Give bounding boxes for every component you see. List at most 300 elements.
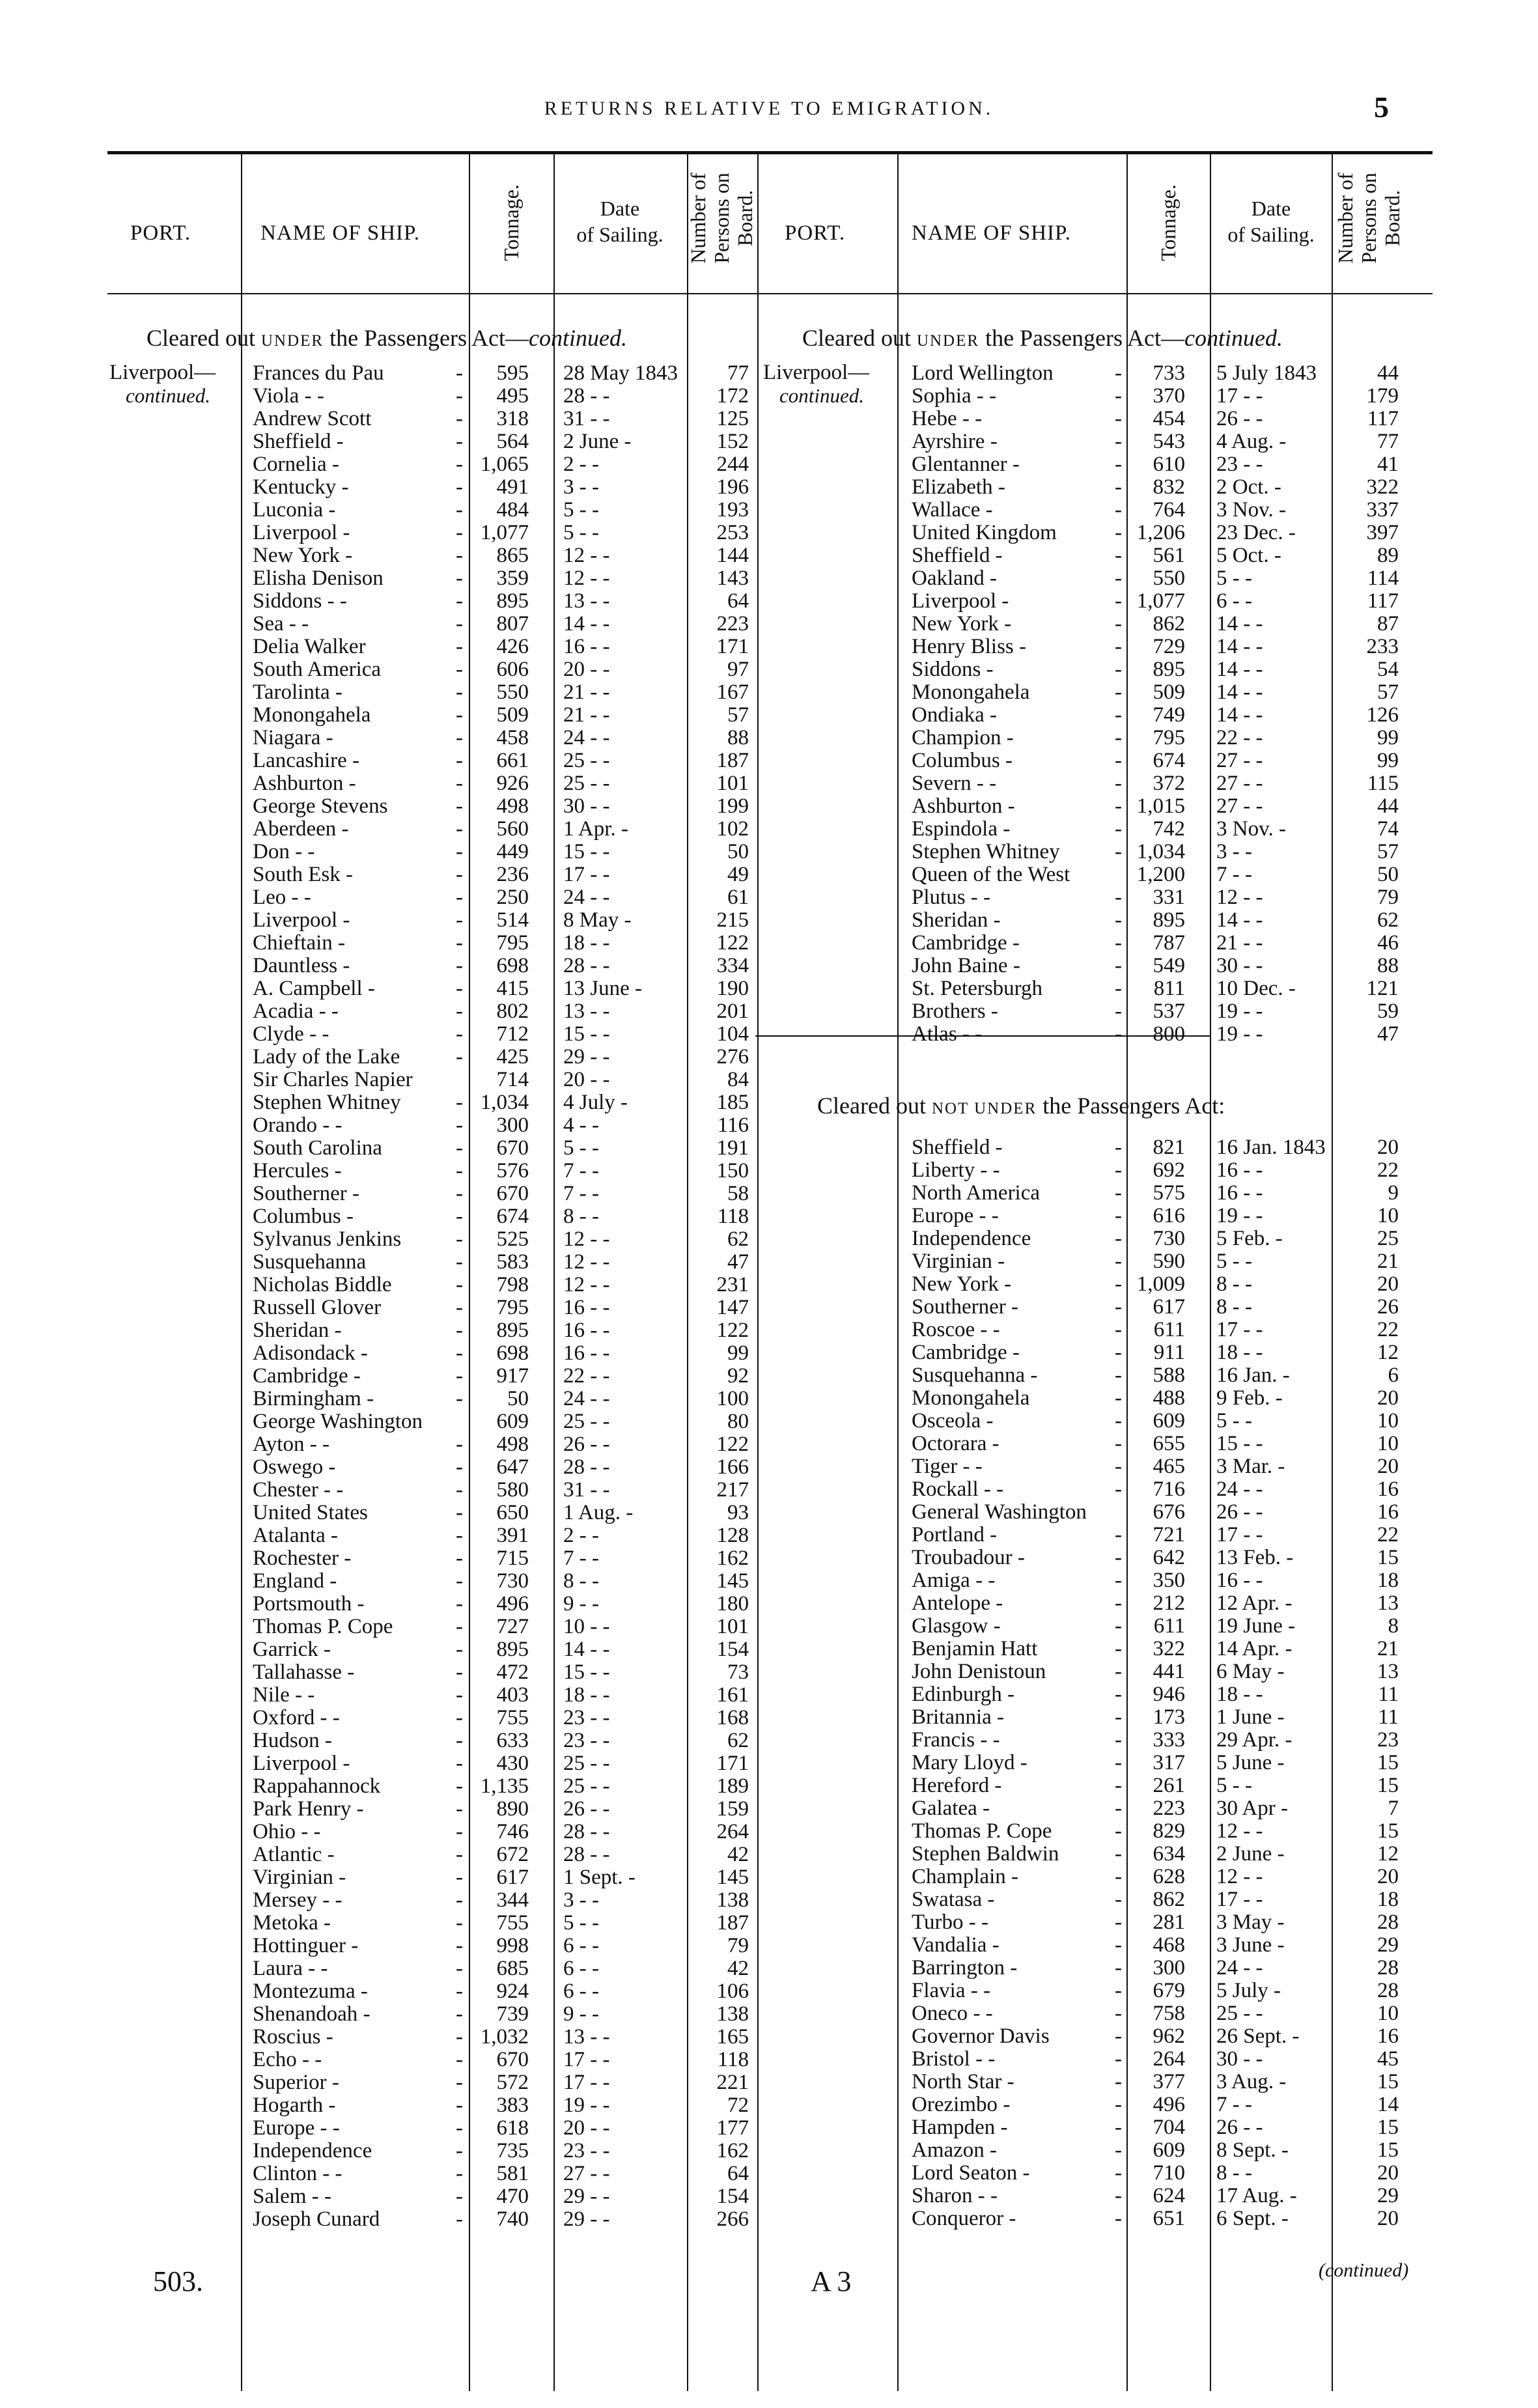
table-row	[0, 1797, 1538, 1820]
leader-dash: -	[456, 2207, 463, 2231]
sailing-date: 18 - -	[1216, 1683, 1263, 1706]
tonnage: 624	[1153, 2184, 1185, 2207]
ship-name: Cambridge -	[253, 1365, 361, 1388]
leader-dash: -	[456, 589, 463, 613]
table-row	[0, 1501, 1538, 1524]
leader-dash: -	[456, 1045, 463, 1069]
persons-on-board: 84	[727, 1068, 749, 1091]
leader-dash: -	[456, 1957, 463, 1980]
tonnage: 468	[1153, 1933, 1185, 1957]
sailing-date: 4 July -	[563, 1091, 628, 1114]
header-persons-line2: Persons on	[1357, 173, 1380, 264]
table-row	[0, 2162, 1538, 2185]
leader-dash: -	[1115, 1272, 1122, 1296]
persons-on-board: 10	[1377, 1432, 1399, 1455]
persons-on-board: 88	[1377, 954, 1399, 977]
leader-dash: -	[1115, 1933, 1122, 1957]
ship-name: Espindola -	[912, 818, 1011, 841]
tonnage: 318	[496, 407, 529, 430]
persons-on-board: 231	[716, 1273, 749, 1296]
persons-on-board: 12	[1377, 1341, 1399, 1364]
sailing-date: 5 July -	[1216, 1979, 1281, 2002]
sheet-mark: A 3	[811, 2265, 852, 2297]
tonnage: 470	[496, 2185, 529, 2208]
table-row	[0, 362, 1538, 385]
persons-on-board: 322	[1366, 475, 1399, 499]
tonnage: 496	[1153, 2093, 1185, 2116]
tonnage: 560	[496, 817, 529, 841]
tonnage: 616	[1153, 1204, 1185, 1227]
tonnage: 733	[1153, 361, 1185, 385]
sailing-date: 21 - -	[563, 680, 610, 704]
sailing-date: 15 - -	[1216, 1432, 1263, 1455]
ship-name: Hudson -	[253, 1729, 332, 1752]
header-persons	[686, 153, 758, 283]
tonnage: 441	[1153, 1660, 1185, 1683]
sailing-date: 25 - -	[563, 1774, 610, 1798]
tonnage: 740	[496, 2207, 529, 2231]
tonnage: 561	[1153, 544, 1185, 567]
sailing-date: 3 Nov. -	[1216, 498, 1286, 522]
leader-dash: -	[1115, 1591, 1122, 1615]
ship-name: Barrington -	[912, 1957, 1018, 1980]
ship-name: Sheffield -	[912, 544, 1003, 567]
ship-name: Viola - -	[253, 385, 324, 408]
leader-dash: -	[1115, 453, 1122, 476]
ship-name: Lord Seaton -	[912, 2162, 1030, 2185]
tonnage: 300	[1153, 1956, 1185, 1980]
persons-on-board: 44	[1377, 794, 1399, 818]
ship-name: Atlas - -	[912, 1023, 983, 1046]
tonnage: 721	[1153, 1523, 1185, 1547]
persons-on-board: 49	[727, 863, 749, 886]
leader-dash: -	[456, 1843, 463, 1866]
leader-dash: -	[1115, 977, 1122, 1000]
leader-dash: -	[456, 407, 463, 430]
persons-on-board: 77	[727, 361, 749, 385]
table-row	[0, 1478, 1538, 1501]
leader-dash: -	[456, 2139, 463, 2163]
persons-on-board: 74	[1377, 817, 1399, 841]
leader-dash: -	[1115, 817, 1122, 841]
sailing-date: 13 June -	[563, 977, 642, 1000]
ship-name: Ohio - -	[253, 1821, 321, 1843]
sailing-date: 17 - -	[563, 2071, 610, 2094]
tonnage: 739	[496, 2002, 529, 2026]
sailing-date: 24 - -	[1216, 1956, 1263, 1980]
ship-name: Liverpool -	[253, 1752, 350, 1775]
tonnage: 1,206	[1136, 521, 1185, 544]
sailing-date: 8 - -	[1216, 1295, 1252, 1319]
tonnage: 862	[1153, 612, 1185, 636]
persons-on-board: 25	[1377, 1227, 1399, 1250]
ship-name: Champion -	[912, 727, 1014, 749]
leader-dash: -	[1115, 658, 1122, 681]
leader-dash: -	[1115, 1022, 1122, 1046]
tonnage: 575	[1153, 1181, 1185, 1205]
ship-name: Ayton - -	[253, 1433, 329, 1456]
sailing-date: 7 - -	[563, 1182, 599, 1205]
ship-name: New York -	[912, 1273, 1012, 1296]
persons-on-board: 15	[1377, 1546, 1399, 1569]
persons-on-board: 79	[1377, 886, 1399, 909]
sailing-date: 14 - -	[563, 612, 610, 636]
tonnage: 317	[1153, 1751, 1185, 1774]
persons-on-board: 397	[1366, 521, 1399, 544]
leader-dash: -	[456, 1091, 463, 1114]
tonnage: 642	[1153, 1546, 1185, 1569]
persons-on-board: 147	[716, 1296, 749, 1319]
table-row	[0, 590, 1538, 613]
persons-on-board: 223	[716, 612, 749, 636]
leader-dash: -	[1115, 680, 1122, 704]
leader-dash: -	[456, 1524, 463, 1547]
tonnage: 802	[496, 1000, 529, 1023]
ship-name: Sheffield -	[253, 430, 344, 453]
sailing-date: 23 - -	[1216, 453, 1263, 476]
leader-dash: -	[1115, 2184, 1122, 2207]
leader-dash: -	[1115, 908, 1122, 932]
sailing-date: 2 - -	[563, 1524, 599, 1547]
persons-on-board: 26	[1377, 1295, 1399, 1319]
persons-on-board: 50	[727, 840, 749, 863]
leader-dash: -	[1115, 1569, 1122, 1592]
tonnage: 911	[1153, 1341, 1185, 1364]
leader-dash: -	[1115, 840, 1122, 863]
persons-on-board: 171	[716, 1752, 749, 1775]
tonnage: 543	[1153, 430, 1185, 453]
tonnage: 821	[1153, 1136, 1185, 1159]
persons-on-board: 54	[1377, 658, 1399, 681]
sailing-date: 19 June -	[1216, 1614, 1295, 1638]
persons-on-board: 199	[716, 794, 749, 818]
ship-name: Hereford -	[912, 1774, 1002, 1797]
sailing-date: 19 - -	[1216, 1000, 1263, 1023]
table-row	[0, 567, 1538, 590]
leader-dash: -	[1115, 1979, 1122, 2002]
section-text: the Passengers Act—	[985, 325, 1185, 351]
leader-dash: -	[456, 2116, 463, 2140]
leader-dash: -	[1115, 2024, 1122, 2048]
top-rule	[107, 151, 1433, 154]
tonnage: 946	[1153, 1683, 1185, 1706]
tonnage: 716	[1153, 1477, 1185, 1501]
leader-dash: -	[1115, 1000, 1122, 1023]
tonnage: 1,034	[1136, 840, 1185, 863]
persons-on-board: 44	[1377, 361, 1399, 385]
leader-dash: -	[1115, 2207, 1122, 2230]
persons-on-board: 64	[727, 2162, 749, 2185]
tonnage: 484	[496, 498, 529, 522]
tonnage: 655	[1153, 1432, 1185, 1455]
persons-on-board: 126	[1366, 703, 1399, 727]
ship-name: South America	[253, 658, 382, 681]
persons-on-board: 125	[716, 407, 749, 430]
persons-on-board: 28	[1377, 1979, 1399, 2002]
sailing-date: 1 Aug. -	[563, 1501, 634, 1524]
ship-name: Hampden -	[912, 2116, 1008, 2139]
table-row	[0, 1273, 1538, 1296]
leader-dash: -	[1115, 430, 1122, 453]
ship-name: Columbus -	[912, 749, 1013, 772]
persons-on-board: 88	[727, 726, 749, 749]
sailing-date: 13 Feb. -	[1216, 1546, 1294, 1569]
leader-dash: -	[1115, 886, 1122, 909]
leader-dash: -	[456, 2185, 463, 2208]
section-text-italic: continued.	[529, 325, 627, 351]
sailing-date: 7 - -	[563, 1547, 599, 1570]
sailing-date: 20 - -	[563, 1068, 610, 1091]
ship-name: Delia Walker	[253, 636, 366, 658]
ship-name: Independence	[912, 1227, 1031, 1250]
ship-name: Ashburton -	[912, 795, 1015, 818]
persons-on-board: 47	[1377, 1022, 1399, 1046]
tonnage: 651	[1153, 2207, 1185, 2230]
sailing-date: 8 Sept. -	[1216, 2138, 1289, 2162]
sailing-date: 26 - -	[1216, 2116, 1263, 2139]
ship-name: Metoka -	[253, 1912, 331, 1935]
table-row	[0, 522, 1538, 544]
ship-name: Europe - -	[912, 1205, 999, 1227]
leader-dash: -	[1115, 567, 1122, 590]
tonnage: 609	[496, 1410, 529, 1433]
tonnage: 588	[1153, 1364, 1185, 1387]
sailing-date: 14 - -	[1216, 612, 1263, 636]
ship-name: Conqueror -	[912, 2207, 1016, 2230]
table-row	[0, 2207, 1538, 2230]
table-row	[0, 1683, 1538, 1706]
sailing-date: 5 - -	[1216, 567, 1252, 590]
ship-name: Severn - -	[912, 772, 997, 795]
table-row	[0, 1410, 1538, 1433]
sailing-date: 28 May 1843	[563, 361, 678, 385]
table-row	[0, 1706, 1538, 1729]
leader-dash: -	[456, 1364, 463, 1388]
persons-on-board: 45	[1377, 2047, 1399, 2071]
sailing-date: 20 - -	[563, 658, 610, 681]
ship-name: Nile - -	[253, 1684, 315, 1707]
tonnage: 1,135	[480, 1774, 529, 1798]
persons-on-board: 99	[1377, 726, 1399, 749]
ship-name: A. Campbell -	[253, 977, 375, 1000]
tonnage: 895	[496, 589, 529, 613]
sailing-date: 17 - -	[1216, 1318, 1263, 1341]
sailing-date: 26 - -	[1216, 407, 1263, 430]
persons-on-board: 22	[1377, 1158, 1399, 1182]
leader-dash: -	[456, 635, 463, 658]
leader-dash: -	[1115, 612, 1122, 636]
section-heading-right	[802, 324, 1283, 352]
table-row	[0, 1866, 1538, 1888]
sailing-date: 5 Oct. -	[1216, 544, 1281, 567]
table-row	[0, 1341, 1538, 1364]
leader-dash: -	[456, 1592, 463, 1616]
tonnage: 865	[496, 544, 529, 567]
persons-on-board: 167	[716, 680, 749, 704]
tonnage: 811	[1153, 977, 1185, 1000]
leader-dash: -	[456, 1205, 463, 1228]
ship-name: Independence	[253, 2140, 372, 2163]
persons-on-board: 276	[716, 1045, 749, 1069]
ship-name: Galatea -	[912, 1797, 990, 1820]
persons-on-board: 101	[716, 772, 749, 795]
ship-name: Montezuma -	[253, 1980, 368, 2003]
ship-name: Monongahela	[253, 704, 371, 727]
ship-name: Aberdeen -	[253, 818, 349, 841]
persons-on-board: 189	[716, 1774, 749, 1798]
table-row	[0, 1638, 1538, 1660]
ship-name: Stephen Baldwin	[912, 1843, 1059, 1866]
table-row	[0, 476, 1538, 499]
sailing-date: 25 - -	[563, 1410, 610, 1433]
ship-name: Russell Glover	[253, 1296, 382, 1319]
persons-on-board: 15	[1377, 2116, 1399, 2139]
header-port: PORT.	[130, 221, 191, 245]
tonnage: 698	[496, 1341, 529, 1365]
tonnage: 606	[496, 658, 529, 681]
tonnage: 537	[1153, 1000, 1185, 1023]
leader-dash: -	[456, 1227, 463, 1251]
ship-name: Lord Wellington	[912, 362, 1054, 385]
tonnage: 595	[496, 361, 529, 385]
persons-on-board: 46	[1377, 931, 1399, 955]
table-row	[0, 2048, 1538, 2071]
sailing-date: 13 - -	[563, 2025, 610, 2049]
tonnage: 403	[496, 1683, 529, 1707]
tonnage: 895	[496, 1638, 529, 1661]
tonnage: 223	[1153, 1797, 1185, 1820]
section-text-smallcaps: UNDER	[260, 332, 324, 350]
leader-dash: -	[456, 1433, 463, 1456]
leader-dash: -	[1115, 1660, 1122, 1683]
port-name: Liverpool—	[109, 361, 216, 384]
tonnage: 924	[496, 1980, 529, 2003]
tonnage: 795	[496, 931, 529, 955]
sailing-date: 30 Apr -	[1216, 1797, 1288, 1820]
persons-on-board: 116	[717, 1113, 749, 1137]
leader-dash: -	[456, 430, 463, 453]
sailing-date: 3 June -	[1216, 1933, 1285, 1957]
ship-name: Cambridge -	[912, 932, 1020, 955]
table-row	[0, 1114, 1538, 1137]
leader-dash: -	[456, 1250, 463, 1274]
persons-on-board: 23	[1377, 1728, 1399, 1752]
leader-dash: -	[1115, 2070, 1122, 2093]
tonnage: 415	[496, 977, 529, 1000]
sailing-date: 12 - -	[563, 567, 610, 590]
sailing-date: 23 Dec. -	[1216, 521, 1296, 544]
tonnage: 370	[1153, 384, 1185, 408]
persons-on-board: 42	[727, 1843, 749, 1866]
persons-on-board: 266	[716, 2207, 749, 2231]
ship-name: Echo - -	[253, 2049, 322, 2071]
ship-name: Salem - -	[253, 2185, 331, 2208]
sailing-date: 3 - -	[563, 475, 599, 499]
sailing-date: 5 - -	[563, 498, 599, 522]
persons-on-board: 20	[1377, 1386, 1399, 1410]
leader-dash: -	[456, 1296, 463, 1319]
leader-dash: -	[456, 544, 463, 567]
sailing-date: 8 - -	[563, 1569, 599, 1593]
ship-name: Cornelia -	[253, 453, 339, 476]
sailing-date: 15 - -	[563, 1660, 610, 1684]
ship-name: Atlantic -	[253, 1843, 335, 1866]
ship-name: Britannia -	[912, 1706, 1005, 1729]
ship-name: Atalanta -	[253, 1524, 339, 1547]
sailing-date: 14 - -	[1216, 703, 1263, 727]
table-row	[0, 636, 1538, 658]
leader-dash: -	[456, 1980, 463, 2003]
tonnage: 758	[1153, 2002, 1185, 2025]
persons-on-board: 42	[727, 1957, 749, 1980]
ship-name: North America	[912, 1182, 1041, 1205]
table-row	[0, 1569, 1538, 1592]
tonnage: 331	[1153, 886, 1185, 909]
tonnage: 650	[496, 1501, 529, 1524]
persons-on-board: 159	[716, 1797, 749, 1821]
leader-dash: -	[1115, 407, 1122, 430]
tonnage: 590	[1153, 1250, 1185, 1273]
sailing-date: 25 - -	[563, 772, 610, 795]
table-row	[0, 772, 1538, 795]
table-row	[0, 1615, 1538, 1638]
table-row	[0, 2139, 1538, 2162]
persons-on-board: 14	[1377, 2093, 1399, 2116]
persons-on-board: 57	[1377, 840, 1399, 863]
leader-dash: -	[1115, 772, 1122, 795]
tonnage: 670	[496, 2048, 529, 2071]
sailing-date: 17 - -	[1216, 384, 1263, 408]
sailing-date: 5 June -	[1216, 1751, 1285, 1774]
section-heading-left	[147, 324, 627, 352]
table-row	[0, 955, 1538, 977]
persons-on-board: 177	[716, 2116, 749, 2140]
leader-dash: -	[1115, 521, 1122, 544]
tonnage: 372	[1153, 772, 1185, 795]
table-row	[0, 1205, 1538, 1227]
sailing-date: 3 Mar. -	[1216, 1455, 1285, 1478]
sailing-date: 24 - -	[563, 886, 610, 909]
running-head: RETURNS RELATIVE TO EMIGRATION.	[544, 98, 994, 119]
persons-on-board: 166	[716, 1455, 749, 1479]
tonnage: 610	[1153, 453, 1185, 476]
sailing-date: 26 - -	[1216, 1500, 1263, 1524]
leader-dash: -	[456, 1273, 463, 1296]
persons-on-board: 15	[1377, 1751, 1399, 1774]
ship-name: Monongahela	[912, 681, 1030, 704]
leader-dash: -	[456, 977, 463, 1000]
tonnage: 609	[1153, 1409, 1185, 1433]
leader-dash: -	[456, 1774, 463, 1798]
sailing-date: 24 - -	[1216, 1477, 1263, 1501]
sailing-date: 5 - -	[1216, 1409, 1252, 1433]
leader-dash: -	[1115, 703, 1122, 727]
persons-on-board: 101	[716, 1615, 749, 1638]
sailing-date: 16 - -	[563, 1296, 610, 1319]
tonnage: 917	[496, 1364, 529, 1388]
leader-dash: -	[456, 1797, 463, 1821]
leader-dash: -	[1115, 1705, 1122, 1729]
persons-on-board: 99	[727, 1341, 749, 1365]
tonnage: 692	[1153, 1158, 1185, 1182]
leader-dash: -	[1115, 1318, 1122, 1341]
table-row	[0, 2093, 1538, 2116]
ship-name: Stephen Whitney	[912, 841, 1060, 863]
persons-on-board: 13	[1377, 1591, 1399, 1615]
ship-name: Amazon -	[912, 2139, 998, 2162]
leader-dash: -	[456, 521, 463, 544]
tonnage: 344	[496, 1888, 529, 1912]
